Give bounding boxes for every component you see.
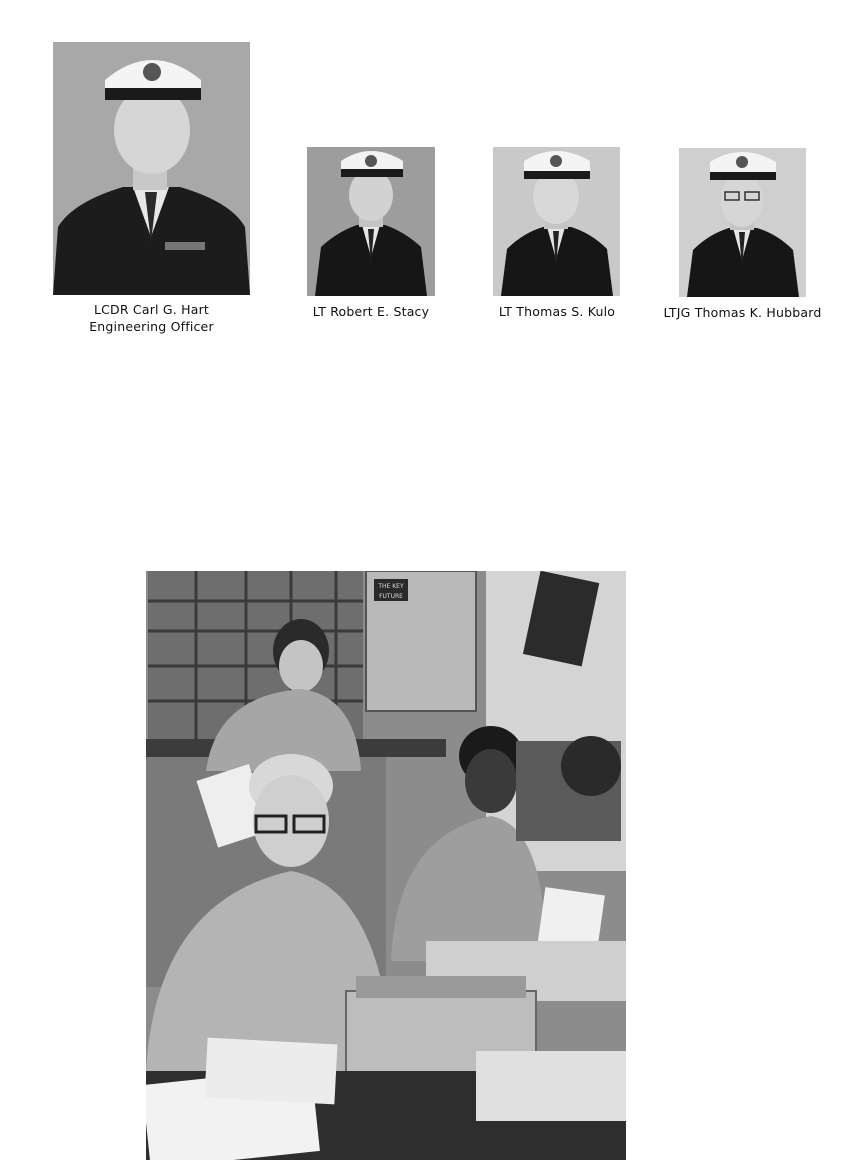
- caption-hubbard: [655, 304, 830, 321]
- sign-text-line1: THE KEY: [378, 583, 404, 590]
- portrait-photo-kulo: [493, 147, 620, 296]
- sign-text-line2: FUTURE: [379, 593, 403, 600]
- caption-hart: [53, 301, 250, 335]
- officer-name: LCDR Carl G. Hart: [93, 302, 210, 317]
- caption-stacy: [290, 303, 452, 320]
- office-group-photo: [146, 571, 626, 1160]
- officer-title: Engineering Officer: [89, 319, 214, 334]
- officer-name: LT Robert E. Stacy: [312, 304, 430, 319]
- caption-kulo: [476, 303, 638, 320]
- portrait-photo-hart: [53, 42, 250, 295]
- officer-name: LT Thomas S. Kulo: [498, 304, 616, 319]
- portrait-photo-stacy: [307, 147, 435, 296]
- officer-name: LTJG Thomas K. Hubbard: [663, 305, 822, 320]
- portrait-photo-hubbard: [679, 148, 806, 297]
